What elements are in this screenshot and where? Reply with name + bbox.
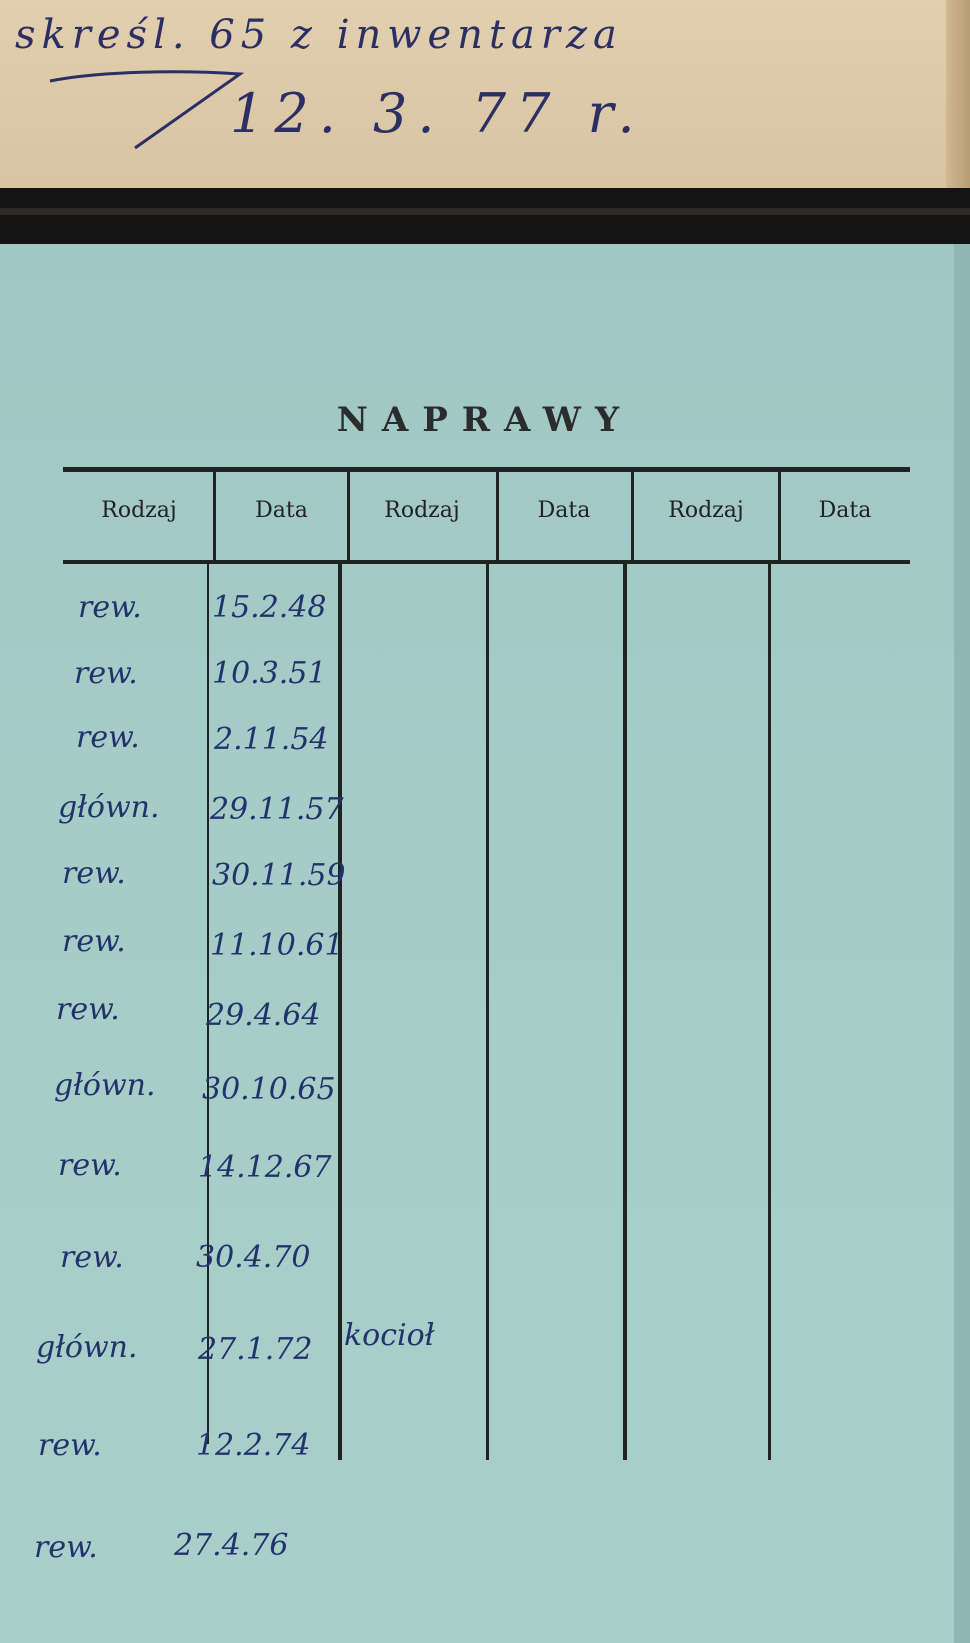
row-2-date: 10.3.51: [212, 656, 327, 691]
column-header-kind-3: Rodzaj: [668, 498, 744, 523]
row-11-extra: kocioł: [344, 1318, 435, 1353]
column-divider-4: [623, 564, 627, 1460]
row-11-date: 27.1.72: [198, 1332, 313, 1367]
column-header-kind-1: Rodzaj: [101, 498, 177, 523]
card-binding-strip: [0, 188, 970, 244]
card-title: NAPRAWY: [336, 400, 634, 440]
row-1-kind: rew.: [78, 590, 142, 625]
row-11-kind: główn.: [36, 1330, 138, 1365]
row-4-kind: główn.: [58, 790, 160, 825]
repair-card: [0, 244, 970, 1643]
handwritten-arrow-icon: [40, 66, 250, 166]
row-7-kind: rew.: [56, 992, 120, 1027]
row-10-kind: rew.: [60, 1240, 124, 1275]
row-9-date: 14.12.67: [198, 1150, 332, 1185]
column-divider-2: [338, 564, 342, 1460]
row-5-kind: rew.: [62, 856, 126, 891]
column-divider-header-1: [213, 472, 216, 560]
column-divider-header-5: [778, 472, 781, 560]
row-4-date: 29.11.57: [210, 792, 344, 827]
handwritten-note-line2: 12. 3. 77 r.: [230, 82, 645, 145]
column-header-date-2: Data: [537, 498, 591, 523]
header-top-rule: [63, 467, 910, 472]
row-13-kind: rew.: [34, 1530, 98, 1565]
row-3-date: 2.11.54: [214, 722, 329, 757]
paper-edge-shadow: [946, 0, 970, 190]
column-divider-5: [768, 564, 771, 1460]
row-12-kind: rew.: [38, 1428, 102, 1463]
column-divider-3: [486, 564, 489, 1460]
column-header-date-1: Data: [255, 498, 308, 523]
column-header-kind-2: Rodzaj: [384, 498, 460, 523]
row-6-kind: rew.: [62, 924, 126, 959]
row-5-date: 30.11.59: [212, 858, 346, 893]
row-8-kind: główn.: [54, 1068, 156, 1103]
column-header-date-3: Data: [818, 498, 872, 523]
row-12-date: 12.2.74: [196, 1428, 311, 1463]
handwritten-note-line1: skreśl. 65 z inwentarza: [15, 12, 623, 58]
row-10-date: 30.4.70: [196, 1240, 311, 1275]
row-8-date: 30.10.65: [202, 1072, 336, 1107]
row-9-kind: rew.: [58, 1148, 122, 1183]
row-2-kind: rew.: [74, 656, 138, 691]
card-right-edge: [954, 244, 970, 1643]
top-paper-strip: [0, 0, 970, 190]
row-3-kind: rew.: [76, 720, 140, 755]
row-13-date: 27.4.76: [174, 1528, 289, 1563]
row-1-date: 15.2.48: [212, 590, 327, 625]
column-divider-header-4: [631, 472, 634, 560]
row-6-date: 11.10.61: [210, 928, 344, 963]
row-7-date: 29.4.64: [206, 998, 321, 1033]
column-divider-header-2: [347, 472, 350, 560]
column-divider-header-3: [496, 472, 499, 560]
binding-groove: [0, 208, 970, 215]
